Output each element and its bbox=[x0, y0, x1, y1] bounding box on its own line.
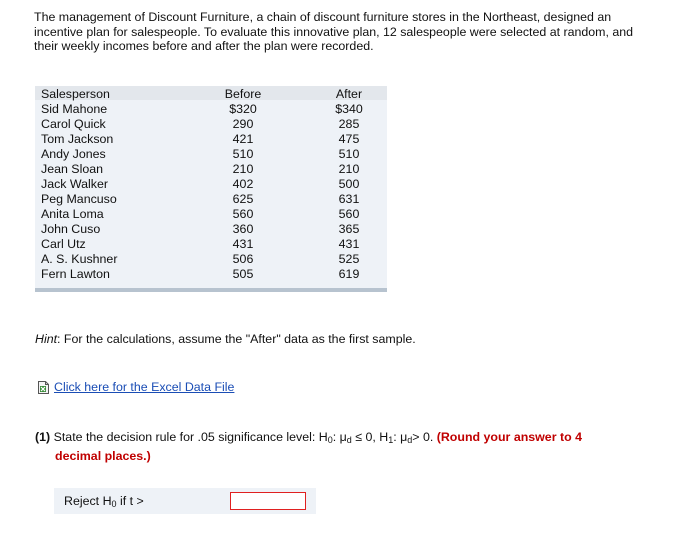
cell-salesperson: Anita Loma bbox=[41, 207, 104, 221]
cell-after: $340 bbox=[335, 102, 363, 116]
cell-after: 525 bbox=[338, 252, 360, 266]
cell-salesperson: Peg Mancuso bbox=[41, 192, 117, 206]
table-row bbox=[41, 162, 377, 177]
cell-after: 510 bbox=[338, 147, 360, 161]
cell-before: 505 bbox=[232, 267, 254, 281]
excel-data-file-link[interactable] bbox=[37, 380, 234, 394]
table-row bbox=[41, 132, 377, 147]
cell-before: 625 bbox=[232, 192, 254, 206]
table-row bbox=[41, 177, 377, 192]
table-row bbox=[41, 147, 377, 162]
cell-before: 290 bbox=[232, 117, 254, 131]
table-row bbox=[41, 102, 377, 117]
cell-before: 506 bbox=[232, 252, 254, 266]
data-table-panel bbox=[35, 86, 387, 292]
cell-after: 210 bbox=[338, 162, 360, 176]
rounding-note: (Round your answer to 4 bbox=[436, 430, 582, 444]
cell-before: 421 bbox=[232, 132, 254, 146]
table-row bbox=[41, 267, 377, 282]
cell-before: 560 bbox=[232, 207, 254, 221]
hint-body: : For the calculations, assume the "After" data as the first sample. bbox=[57, 332, 416, 346]
cell-salesperson: Andy Jones bbox=[41, 147, 106, 161]
sales-data-table bbox=[41, 87, 377, 282]
cell-after: 619 bbox=[338, 267, 360, 281]
problem-intro: The management of Discount Furniture, a chain of discount furniture stores in the Northeast, designed an incentive plan for salespeople. To evaluate this innovative plan, 12 salespeople were selected at random, and their weekly incomes before and after the plan were recorded. bbox=[34, 10, 634, 54]
cell-salesperson: Fern Lawton bbox=[41, 267, 110, 281]
cell-salesperson: Carl Utz bbox=[41, 237, 86, 251]
table-row bbox=[41, 192, 377, 207]
cell-after: 631 bbox=[338, 192, 360, 206]
hint-text bbox=[35, 332, 416, 346]
table-row bbox=[41, 222, 377, 237]
rounding-note-cont: decimal places.) bbox=[55, 449, 151, 463]
cell-before: 431 bbox=[232, 237, 254, 251]
cell-after: 560 bbox=[338, 207, 360, 221]
question-number: (1) bbox=[35, 430, 51, 444]
cell-salesperson: John Cuso bbox=[41, 222, 101, 236]
cell-before: $320 bbox=[229, 102, 257, 116]
cell-salesperson: Jean Sloan bbox=[41, 162, 104, 176]
cell-after: 500 bbox=[338, 177, 360, 191]
cell-salesperson: A. S. Kushner bbox=[41, 252, 118, 266]
cell-after: 285 bbox=[338, 117, 360, 131]
cell-salesperson: Tom Jackson bbox=[41, 132, 114, 146]
table-row bbox=[41, 237, 377, 252]
table-header-row bbox=[41, 87, 377, 102]
header-after: After bbox=[335, 87, 363, 101]
answer-label: Reject $H_0$ if t > bbox=[64, 494, 144, 509]
cell-before: 510 bbox=[232, 147, 254, 161]
header-before: Before bbox=[224, 87, 262, 101]
cell-salesperson: Sid Mahone bbox=[41, 102, 108, 116]
critical-value-input[interactable] bbox=[230, 492, 306, 510]
header-salesperson: Salesperson bbox=[41, 87, 110, 101]
cell-after: 475 bbox=[338, 132, 360, 146]
table-row bbox=[41, 117, 377, 132]
cell-after: 431 bbox=[338, 237, 360, 251]
excel-link-label[interactable]: Click here for the Excel Data File bbox=[54, 380, 235, 394]
cell-salesperson: Jack Walker bbox=[41, 177, 109, 191]
cell-before: 210 bbox=[232, 162, 254, 176]
question-1: (1) State the decision rule for .05 significance level: $H_0$: $\mu_d \le 0$, $H_1$: $\mu_d> 0$. (Round your answer to 4 decimal places.) bbox=[35, 430, 582, 463]
hint-label: Hint bbox=[35, 332, 58, 346]
cell-before: 360 bbox=[232, 222, 254, 236]
table-row bbox=[41, 207, 377, 222]
excel-file-icon bbox=[37, 381, 50, 394]
answer-panel bbox=[54, 488, 316, 514]
cell-after: 365 bbox=[338, 222, 360, 236]
cell-before: 402 bbox=[232, 177, 254, 191]
table-row bbox=[41, 252, 377, 267]
cell-salesperson: Carol Quick bbox=[41, 117, 106, 131]
